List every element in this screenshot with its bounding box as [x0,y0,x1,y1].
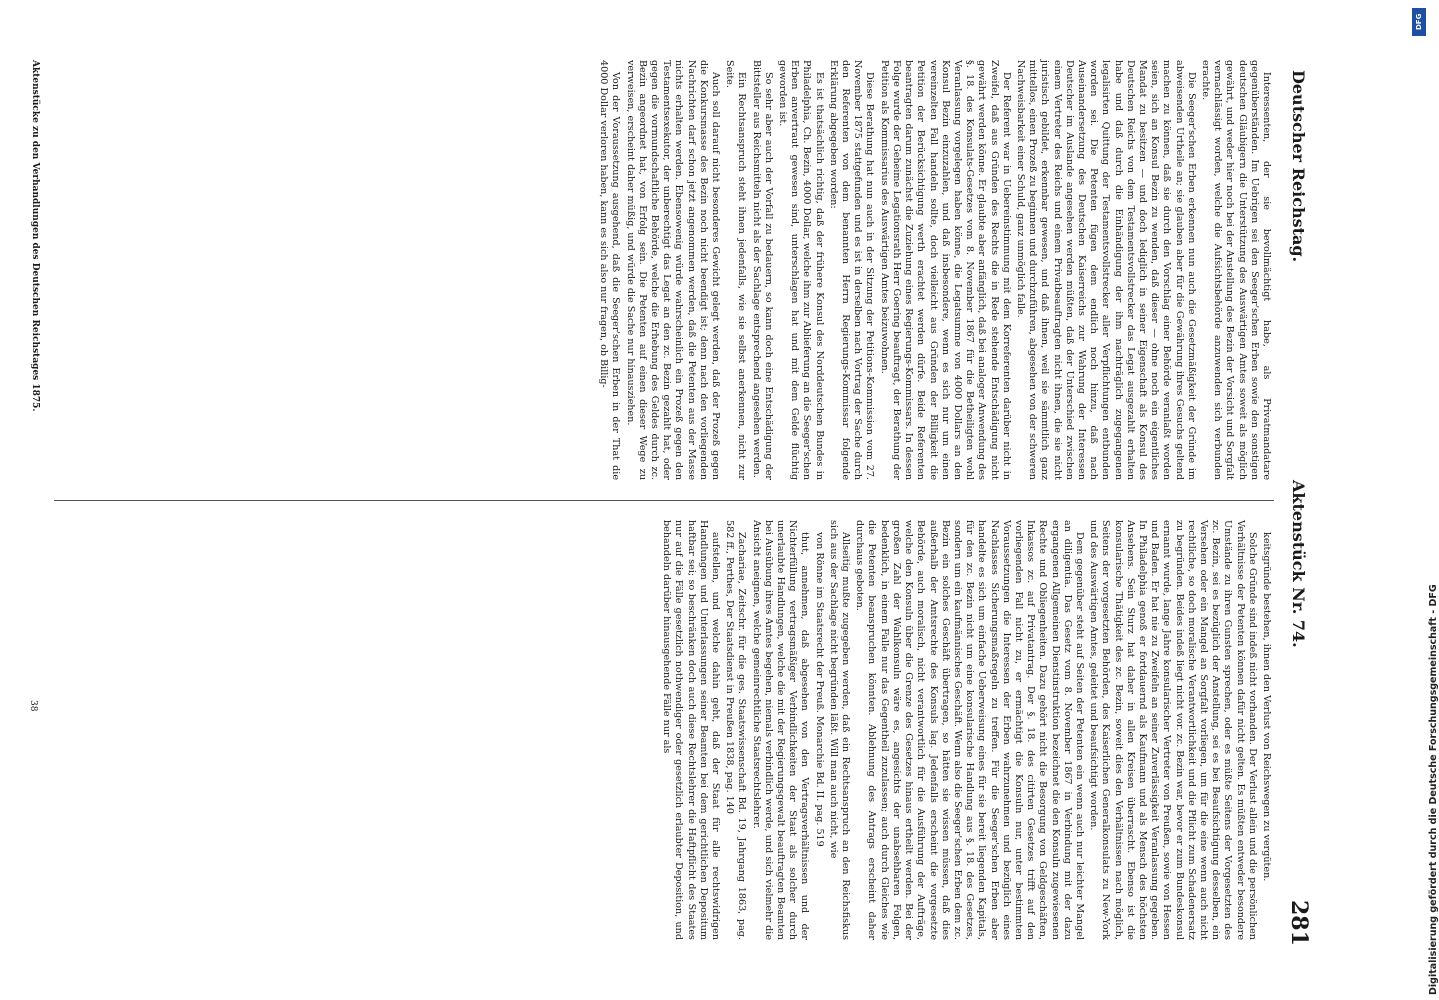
paragraph: Die Seeger'schen Erben erkennen nun auch die Gesetzmäßigkeit der Gründe im abweisenden Urtheile an; sie glauben aber für die Gewährung ihres Gesuchs geltend machen zu können, daß sie durch den Vorschlag einer Behörde veranlaßt worden seien, sich an Konsul Bezin zu wenden, daß dieser — ohne noch ein eigentliches Mandat zu besitzen — und doch lediglich in seiner Eigenschaft als Konsul des Deutschen Reichs von dem Testamentsvollstrecker das Legat ausgezahlt erhalten habe und daß durch die Einhändigung der ihm nachträglich zugegangenen legalisirten Quittung der Testamentsvollstrecker aller Verpflichtungen entbunden worden sei. Die Petenten fügen dem endlich noch hinzu, daß nach Auseinandersetzung des Deutschen Kaiserreichs zur Wahrung der Interessen Deutscher im Auslande angesehen werden müßten, daß der Unterschied zwischen einem Vertreter des Reichs und einem Privatbeauftragten nicht ihnen, die sie nicht juristisch gebildet, erkennbar gewesen, und daß ihnen, weil sie sämmtlich ganz mittellos, einen Prozeß zu beginnen und durchzuführen, abgesehen von der schweren Nachweisbarkeit einer Schuld, ganz unmöglich falle. [1014,60,1197,480]
paragraph: So sehr aber auch der Vorfall zu bedauern, so kann doch eine Entschädigung der Bittsteller aus Reichsmitteln nicht als der Sachlage entsprechend angesehen werden. [750,60,774,480]
paragraph: Auch soll darauf nicht besonderes Gewicht gelegt werden, daß der Prozeß gegen die Konkursmasse des Bezin noch nicht beendigt ist; denn nach den vorliegenden Nachrichten darf schon jetzt angenommen werden, daß die Petenten aus der Masse nichts erhalten werden. Ebensowenig würde wahrscheinlich ein Prozeß gegen den Testamentsexekutor, der unberechtigt das Legat an den zc. Bezin gezahlt hat, oder gegen die vormundschaftliche Behörde, welche die Erhebung des Geldes durch zc. Bezin angeordnet hat, von Erfolg sein. Die Petenten auf einen dieser Wege zu verweisen, erscheint daher müßig, und würde die Sache nur hinausziehen. [624,60,722,480]
paragraph: thut, annehmen, daß abgesehen von den Vertragsverhältnissen und der Nichterfüllung vertragsmäßiger Verbindlichkeiten der Staat als solcher durch unerlaubte Handlungen, welche die mit der Regierungsgewalt beauftragten Beamten bei Ausübung ihres Amtes begehen, niemals verbindlich werde, und sich vielmehr die Ansicht aneignen, welche gemeinrechtliche Staatsrechtslehrer. [750,520,811,940]
rotated-page [20,60,1320,960]
right-column [42,520,1272,940]
dfg-logo: DFG [1412,8,1426,36]
paragraph: keitsgründe bestehen, ihnen den Verlust von Reichswegen zu vergüten. [1261,532,1272,882]
funding-notice: Digitalisierung gefördert durch die Deutsche Forschungsgemeinschaft - DFG [1428,584,1439,995]
paragraph: Solche Gründe sind indeß nicht vorhanden. Der Verlust allein und die persönlichen Verhältnisse der Petenten können dafür nicht gelten. Es müßten entweder besondere Umstände zu ihren Gunsten sprechen, oder es müßte Seitens der Vorgesetzten des zc. Bezin, sei es bezüglich der Anstellung, sei es bei Beaufsichtigung desselben, ein Versehen oder ein Mangel an Sorgfalt vorliegen, um für die eine wenn auch nicht rechtliche, so doch moralische Verantwortlichkeit und die Pflicht zum Schadenersatz zu begründen. Beides indeß liegt nicht vor. zc. Bezin war, bevor er zum Bundeskonsul ernannt wurde, lange Jahre konsularischer Vertreter von Preußen, sowie von Hessen und Baden. Er hat nie zu Zweifeln an seiner Zuverlässigkeit Veranlassung gegeben. In Philadelphia genoß er fortdauernd als Kaufmann und als Mensch des höchsten Ansehens. Sein Sturz hat daher in allen Kreisen überrascht. Ebenso ist die konsularische Thätigkeit des zc. Bezin, soweit dies den Verhältnissen nach möglich, Seitens der vorgesetzten Behörden, des Kaiserlichen Generalkonsulats zu New-York und des Auswärtigen Amtes, geleitet und beaufsichtigt worden. [1088,520,1258,940]
page-number: 281 [1286,900,1312,946]
footer-source: Aktenstücke zu den Verhandlungen des Deutschen Reichstages 1875. [30,60,40,412]
paragraph: Der Referent war in Uebereinstimmung mit dem Korreferenten darüber nicht in Zweifel, daß aus Gründen des Rechts die in Rede stehende Entschädigung nicht gewährt werden könne. Er glaubte aber anfänglich, daß bei analoger Anwendung des §. 18. des Konsulats-Gesetzes vom 8. November 1867 für die Betheiligten wohl Veranlassung vorgelegen haben könne, die Legatsumme von 4000 Dollars an den Konsul Bezin einzuzahlen, und daß insbesondere, wenn es sich nur um einen vereinzelten Fall handeln sollte, doch vielleicht aus Gründen der Billigkeit die Petition der Berücksichtigung werth erachtet werden dürfe. Beide Referenten beantragten darum zunächst die Zuziehung eines Regierungs-Kommissars. In dessen Folge wurde der Geheime Legationsrath Herr Goering beauftragt, der Berathung der Petition als Kommissarius des Auswärtigen Amtes beizuwohnen. [878,60,1012,480]
paragraph: Es ist thatsächlich richtig, daß der frühere Konsul des Norddeutschen Bundes in Philadelphia, Ch. Bezin, 4000 Dollar, welche ihm zur Ablieferung an die Seeger'schen Erben anvertraut gewesen sind, unterschlagen hat und mit dem Gelde flüchtig geworden ist. [777,60,825,480]
paragraph: Von der Voraussetzung ausgehend, daß die Seeger'schen Erben in der That die 4000 Dollar verloren haben, kann es sich also nur fragen, ob Billig- [598,60,622,480]
paragraph: Dem gegenüber steht auf Seiten der Petenten ein wenn auch nur leichter Mangel an diligentia. Das Gesetz vom 8. November 1867 in Verbindung mit der dazu ergangenen Allgemeinen Dienstinstruktion bezeichnet die den Konsuln zugewiesenen Rechte und Obliegenheiten. Dazu gehört nicht die Besorgung von Geldgeschäften, Inkassos zc. auf Privatantrag. Der §. 18. des citirten Gesetzes trifft auf den vorliegenden Fall nicht zu, er ermächtigt die Konsuln nur, unter bestimmten Voraussetzungen die Interessen der Erben wahrzunehmen und bezüglich eines Nachlasses Sicherungsmaßregeln zu treffen. Für die Seeger'schen Erben aber handelte es sich um einfache Ueberweisung eines für sie bereit liegenden Kapitals, für den zc. Bezin nicht um eine konsularische Handlung aus §. 18. des Gesetzes, sondern um ein kaufmännisches Geschäft. Wenn also die Seeger'schen Erben dem zc. Bezin ein solches Geschäft übertragen, so hätten sie wissen müssen, daß dies außerhalb der Amtsrechte des Konsuls lag. Jedenfalls erscheint die vorgesetzte Behörde, auch moralisch, nicht verantwortlich für die Ausführung der Aufträge, welche den Konsuln über die Grenze des Gesetzes hinaus ertheilt werden. Bei der großen Zahl der Wahlkonsuln wäre es, angesichts der unabsehbaren Folgen, bedenklich, in einem Falle nur das Gegentheil zuzulassen; auch durch Gleiches wie die Petenten beanspruchen könnten. Ablehnung des Antrags erscheint daher durchaus geboten. [854,520,1085,940]
paragraph: Interessenten, der sie bevollmächtigt habe, als Privatmandatare gegenüberständen. Im Uebrigen sei den Seeger'schen Erben sowie den sonstigen deutschen Gläubigern die Unterstützung des Auswärtigen Amtes soweit als möglich gewährt, und weder hier noch bei der Anstellung des Bezin der Vorsicht und Sorgfalt vernachlässigt worden, welche die Aufsichtsbehörde anzuwenden sich verbunden erachte. [1199,60,1272,480]
paragraph: Diese Berathung hat nun auch in der Sitzung der Petitions-Kommission vom 27. November 1875 stattgefunden und es ist in derselben nach Vortrag der Sache durch den Referenten von dem benannten Herrn Regierungs-Kommissar folgende Erklärung abgegeben worden: [827,60,876,480]
column-divider [54,500,1274,501]
paragraph: Allseitig mußte zugegeben werden, daß ein Rechtsanspruch an den Reichsfiskus sich aus der Sachlage nicht begründen läßt. Will man auch nicht, wie [827,520,852,940]
paragraph: Ein Rechtsanspruch steht ihnen jedenfalls, wie sie selbst anerkennen, nicht zur Seite. [724,60,748,480]
paragraph: aufstellen, und welche dahin geht, daß der Staat für alle rechtswidrigen Handlungen und Unterlassungen seiner Beamten bei dem gerichtlichen Depositum haftbar sei; so beschränken doch auch diese Rechtslehrer die Haftpflicht des Staates nur auf die Fälle gesetzlich nothwendiger oder gesetzlich erlaubter Deposition, und behandeln darüber hinausgehende Fälle nur als [661,520,722,940]
signature-number: 38 [28,700,38,712]
left-column [42,60,1272,480]
citation: Zachariae, Zeitschr. für die ges. Staatswissenschaft Bd. 19, Jahrgang 1863, pag. 582 ff., Perthes, Der Staatsdienst in Preußen 1838, pag. 140 [724,520,748,940]
page-header [1280,60,1320,960]
citation: von Rönne im Staatsrecht der Preuß. Monarchie Bd. II. pag. 519 [813,532,825,847]
header-title: Deutscher Reichstag. [1289,70,1308,263]
header-document-number: Aktenstück Nr. 74. [1289,480,1308,648]
